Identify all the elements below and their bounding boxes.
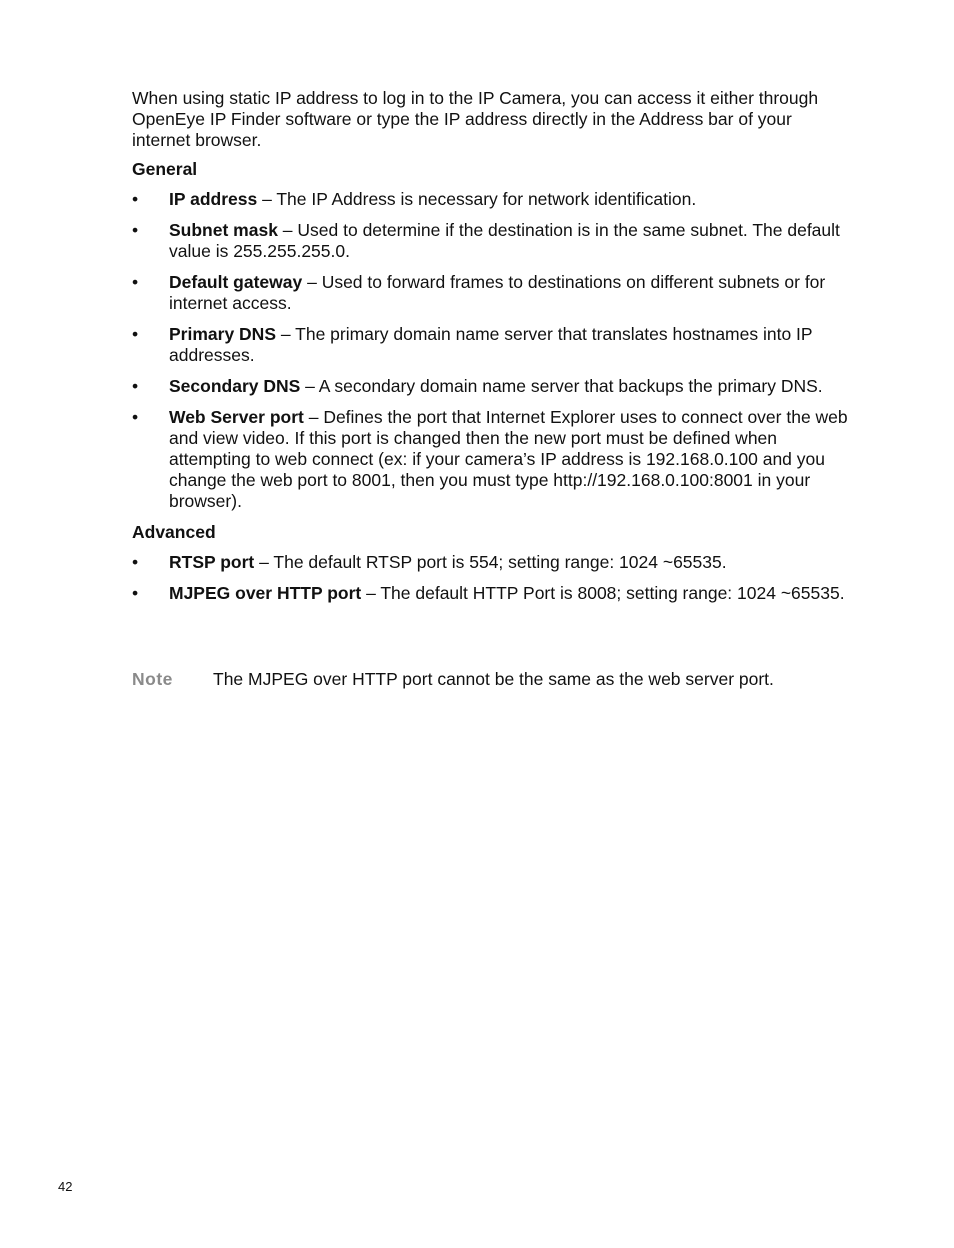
bullet-icon: • [132,583,139,603]
list-item [132,189,852,210]
general-heading: General [132,159,198,179]
item-description: – Used to determine if the destination is in the same subnet. The default value is 255.255.255.0. [169,220,840,261]
bullet-icon: • [132,324,139,344]
item-term: Web Server port [169,407,304,427]
item-description: – The default RTSP port is 554; setting range: 1024 ~65535. [254,552,727,572]
bullet-icon: • [132,189,139,209]
note-text: The MJPEG over HTTP port cannot be the same as the web server port. [213,669,774,689]
item-description: – Used to forward frames to destinations on different subnets or for internet access. [169,272,826,313]
list-item [132,583,852,604]
item-description: – A secondary domain name server that backups the primary DNS. [300,376,823,396]
item-term: IP address [169,189,258,209]
item-description: – The default HTTP Port is 8008; setting range: 1024 ~65535. [361,583,845,603]
item-term: Secondary DNS [169,376,301,396]
list-item [132,376,852,397]
bullet-icon: • [132,407,139,427]
bullet-icon: • [132,272,139,292]
item-term: Default gateway [169,272,303,292]
note-callout [132,669,774,690]
list-item [132,552,852,573]
bullet-icon: • [132,552,139,572]
item-description: – The primary domain name server that translates hostnames into IP addresses. [169,324,813,365]
item-description: – Defines the port that Internet Explorer uses to connect over the web and view video. If this port is changed then the new port must be defined when attempting to web connect (ex: if your camera’s IP address is 192.168.0.100 and you change the web port to 8001, then you must type http://192.168.0.100:8001 in your browser). [169,407,848,511]
item-term: Subnet mask [169,220,278,240]
bullet-icon: • [132,376,139,396]
page-number: 42 [58,1179,73,1194]
note-label: Note [132,669,173,689]
item-description: – The IP Address is necessary for network identification. [257,189,697,209]
bullet-icon: • [132,220,139,240]
general-list [132,189,852,512]
item-term: MJPEG over HTTP port [169,583,362,603]
list-item [132,407,852,512]
list-item [132,220,852,262]
item-term: Primary DNS [169,324,276,344]
advanced-list [132,552,852,604]
list-item [132,324,852,366]
intro-paragraph: When using static IP address to log in to the IP Camera, you can access it either through OpenEye IP Finder software or type the IP address directly in the Address bar of your internet browser. [132,88,819,150]
page-content [132,88,852,614]
advanced-heading: Advanced [132,522,216,542]
list-item [132,272,852,314]
item-term: RTSP port [169,552,255,572]
